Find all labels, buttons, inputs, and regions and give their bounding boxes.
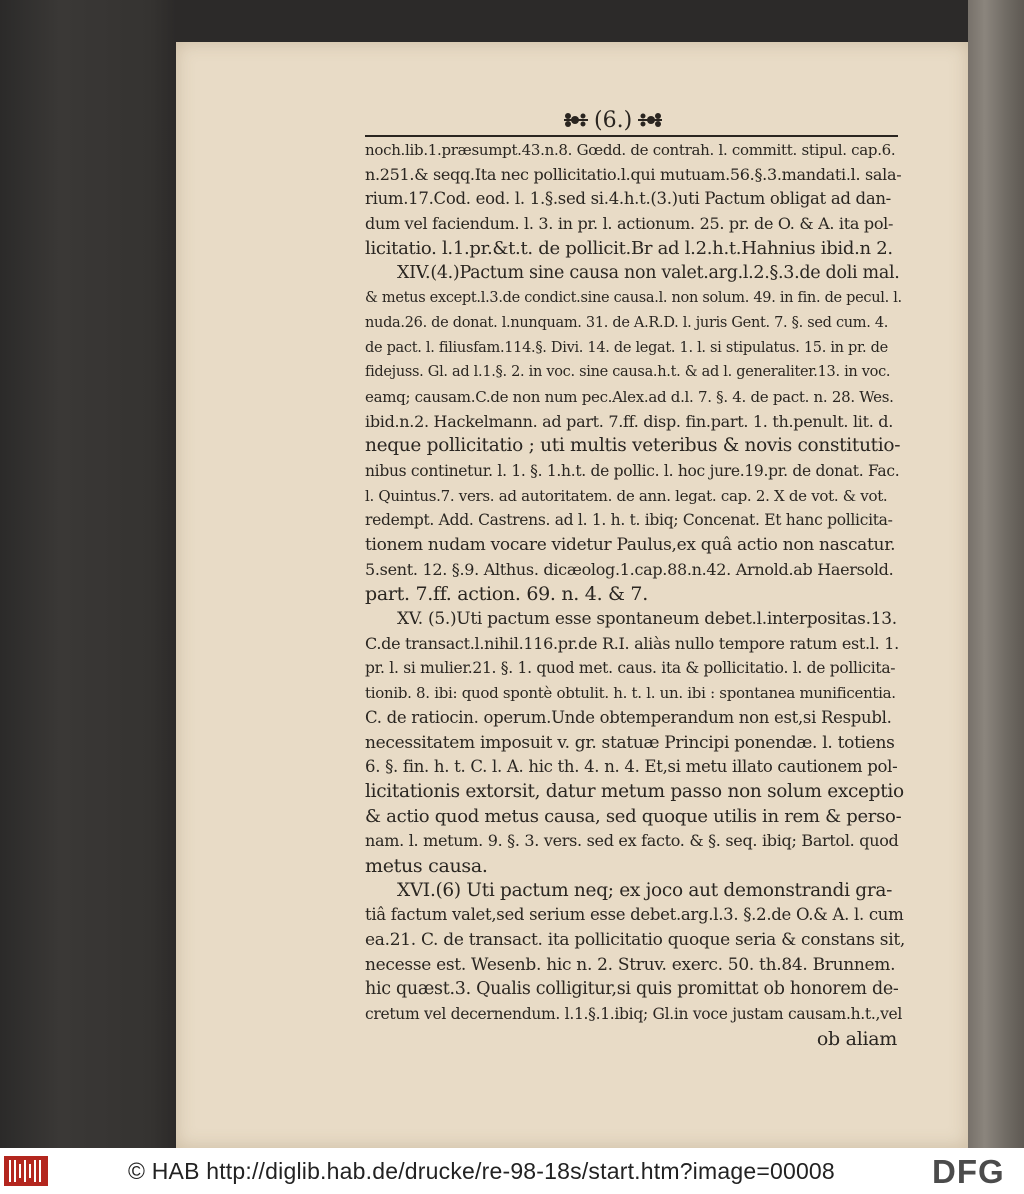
text-line: eamq; causam.C.de non num pec.Alex.ad d.l. 7. §. 4. de pact. n. 28. Wes. [365, 387, 894, 406]
text-line: nibus continetur. l. 1. §. 1.h.t. de pollic. l. hoc jure.19.pr. de donat. Fac. [365, 461, 900, 480]
text-line: rium.17.Cod. eod. l. 1.§.sed si.4.h.t.(3.)uti Pactum obligat ad dan- [365, 189, 891, 209]
text-line: & metus except.l.3.de condict.sine causa.l. non solum. 49. in fin. de pecul. l. [365, 290, 902, 307]
text-line: nuda.26. de donat. l.nunquam. 31. de A.R.D. l. juris Gent. 7. §. sed cum. 4. [365, 314, 889, 331]
catchword: ob aliam [816, 1027, 897, 1050]
text-line: 5.sent. 12. §.9. Althus. dicæolog.1.cap.88.n.42. Arnold.ab Haersold. [365, 559, 894, 579]
text-line: XV. (5.)Uti pactum esse spontaneum debet.l.interpositas.13. [397, 609, 897, 630]
text-line: de pact. l. filiusfam.114.§. Divi. 14. de legat. 1. l. si stipulatus. 15. in pr. de [365, 339, 888, 356]
text-line: C. de ratiocin. operum.Unde obtemperandum non est,si Respubl. [365, 707, 892, 727]
adjacent-page-edge [968, 0, 1024, 1148]
dfg-logo: DFG [932, 1153, 1005, 1190]
text-line: hic quæst.3. Qualis colligitur,si quis promittat ob honorem de- [365, 979, 899, 1000]
hab-logo-icon [4, 1156, 48, 1186]
page-number: (6.) [594, 107, 633, 133]
source-url[interactable]: © HAB http://diglib.hab.de/drucke/re-98-18s/start.htm?image=00008 [128, 1158, 835, 1184]
text-line: fidejuss. Gl. ad l.1.§. 2. in voc. sine causa.h.t. & ad l. generaliter.13. in voc. [365, 364, 891, 381]
text-line: neque pollicitatio ; uti multis veteribus & novis constitutio- [365, 435, 901, 457]
text-line: ea.21. C. de transact. ita pollicitatio quoque seria & constans sit, [365, 930, 905, 950]
text-line: redempt. Add. Castrens. ad l. 1. h. t. ibiq; Concenat. Et hanc pollicita- [365, 511, 893, 530]
text-line: pr. l. si mulier.21. §. 1. quod met. caus. ita & pollicitatio. l. de pollicita- [365, 659, 896, 678]
text-line: metus causa. [365, 854, 488, 877]
fleuron-left-icon [562, 111, 590, 129]
text-line: tionem nudam vocare videtur Paulus,ex quâ actio non nascatur. [365, 535, 896, 555]
text-line: tiâ factum valet,sed serium esse debet.arg.l.3. §.2.de O.& A. l. cum [365, 905, 904, 925]
text-line: l. Quintus.7. vers. ad autoritatem. de ann. legat. cap. 2. X de vot. & vot. [365, 486, 888, 505]
viewer-footer [0, 1148, 1024, 1194]
fleuron-right-icon [636, 111, 664, 129]
text-line: & actio quod metus causa, sed quoque utilis in rem & perso- [365, 805, 902, 827]
text-line: tionib. 8. ibi: quod spontè obtulit. h. t. l. un. ibi : spontanea munificentia. [365, 684, 896, 703]
text-line: 6. §. fin. h. t. C. l. A. hic th. 4. n. 4. Et,si metu illato cautionem pol- [365, 757, 898, 777]
text-line: n.251.& seqq.Ita nec pollicitatio.l.qui mutuam.56.§.3.mandati.l. sala- [365, 164, 902, 184]
text-line: nam. l. metum. 9. §. 3. vers. sed ex facto. & §. seq. ibiq; Bartol. quod [365, 831, 899, 851]
page-header [562, 104, 664, 136]
text-line: licitatio. l.1.pr.&t.t. de pollicit.Br ad l.2.h.t.Hahnius ibid.n 2. [365, 237, 893, 259]
header-rule [365, 135, 898, 137]
text-line: C.de transact.l.nihil.116.pr.de R.I. aliàs nullo tempore ratum est.l. 1. [365, 633, 899, 653]
text-line: licitationis extorsit, datur metum passo non solum exceptio [365, 780, 904, 802]
text-line: part. 7.ff. action. 69. n. 4. & 7. [365, 583, 648, 606]
text-line: necesse est. Wesenb. hic n. 2. Struv. exerc. 50. th.84. Brunnem. [365, 954, 896, 975]
text-line: noch.lib.1.præsumpt.43.n.8. Gœdd. de contrah. l. committ. stipul. cap.6. [365, 141, 896, 159]
text-line: ibid.n.2. Hackelmann. ad part. 7.ff. disp. fin.part. 1. th.penult. lit. d. [365, 411, 894, 431]
text-line: dum vel faciendum. l. 3. in pr. l. actionum. 25. pr. de O. & A. ita pol- [365, 214, 894, 234]
text-line: necessitatem imposuit v. gr. statuæ Principi ponendæ. l. totiens [365, 732, 895, 753]
text-line: cretum vel decernendum. l.1.§.1.ibiq; Gl.in voce justam causam.h.t.,vel [365, 1005, 903, 1024]
page-body-text [365, 138, 905, 1051]
text-line: XIV.(4.)Pactum sine causa non valet.arg.l.2.§.3.de doli mal. [397, 263, 900, 284]
text-line: XVI.(6) Uti pactum neq; ex joco aut demonstrandi gra- [397, 879, 893, 901]
